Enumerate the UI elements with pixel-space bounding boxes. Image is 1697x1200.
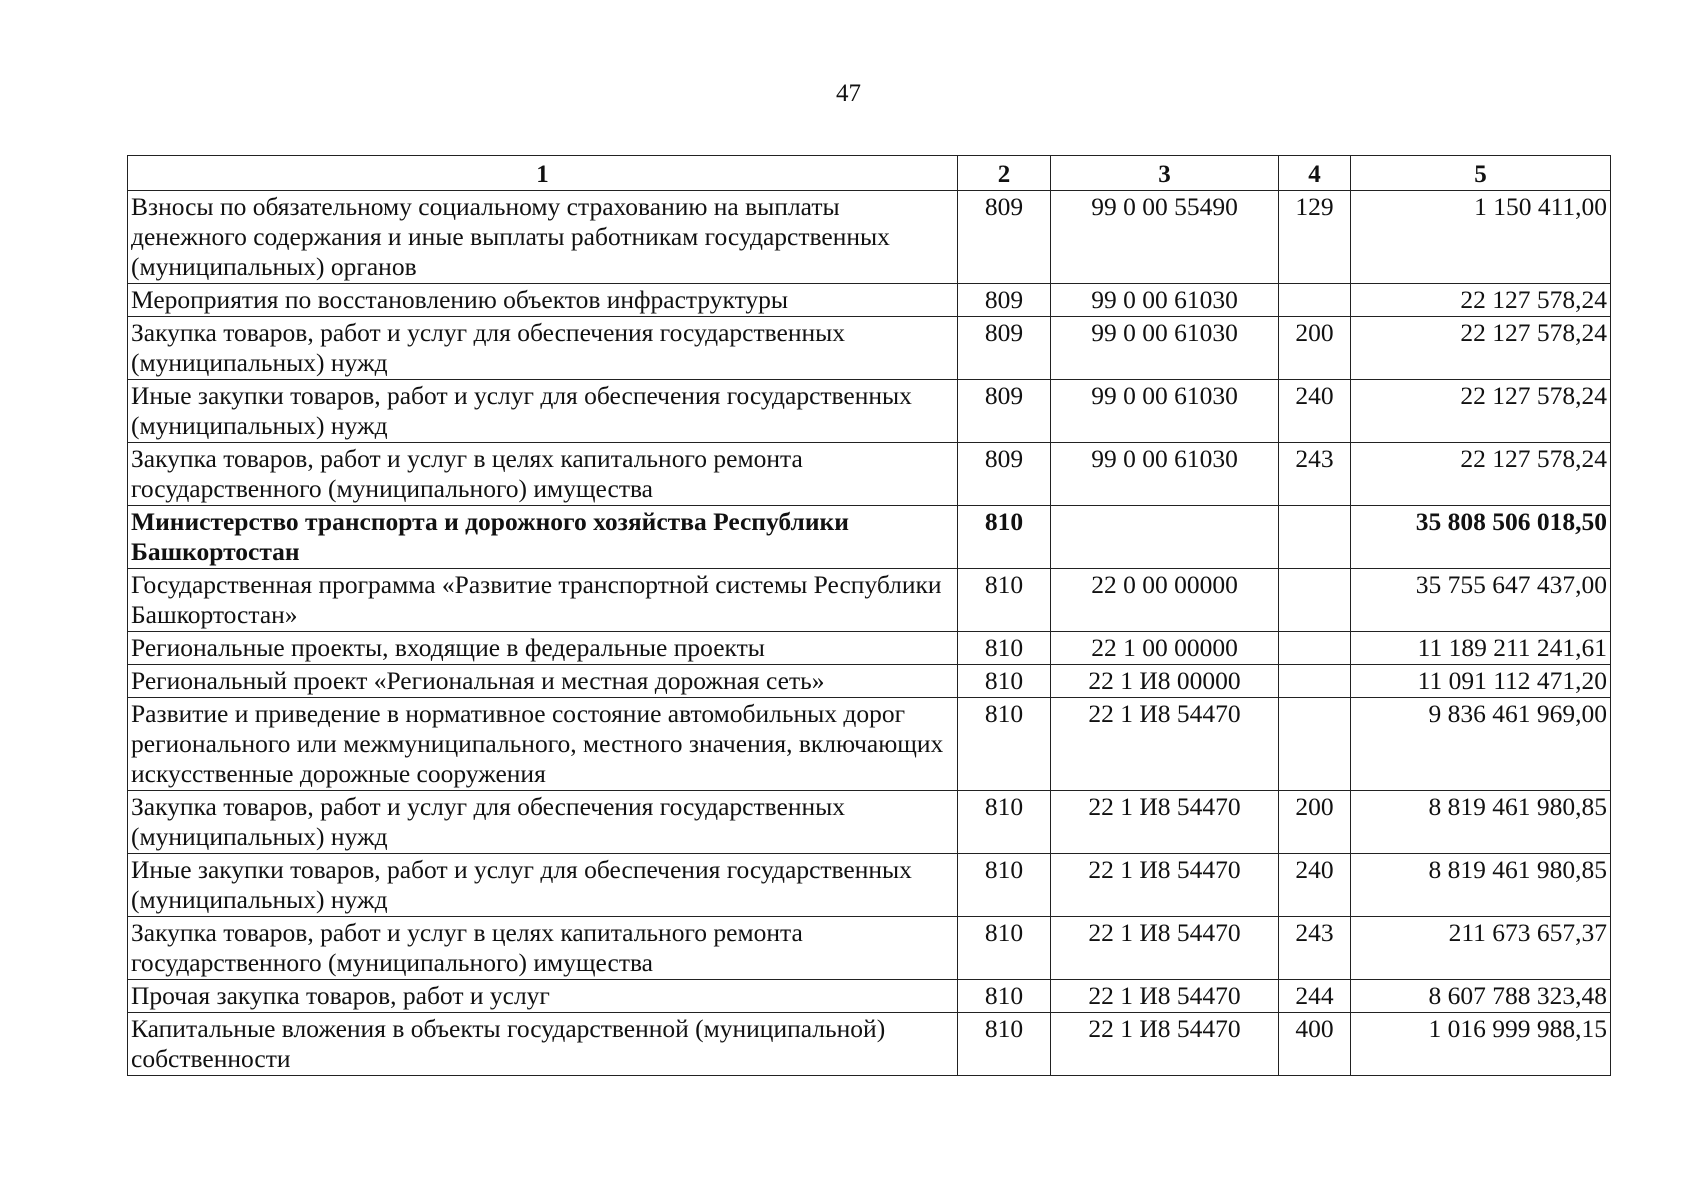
row-ministry-code: 809 <box>958 284 1051 317</box>
row-amount: 11 091 112 471,20 <box>1351 665 1611 698</box>
table-row <box>128 1013 1611 1076</box>
header-col-1: 1 <box>128 156 958 191</box>
row-ministry-code: 810 <box>958 665 1051 698</box>
row-expense-type <box>1279 506 1351 569</box>
row-ministry-code: 809 <box>958 380 1051 443</box>
row-expense-type: 243 <box>1279 443 1351 506</box>
row-target-code: 22 1 И8 54470 <box>1051 698 1279 791</box>
row-name: Мероприятия по восстановлению объектов инфраструктуры <box>128 284 958 317</box>
row-expense-type: 200 <box>1279 791 1351 854</box>
row-name: Региональные проекты, входящие в федеральные проекты <box>128 632 958 665</box>
row-amount: 22 127 578,24 <box>1351 443 1611 506</box>
row-ministry-code: 810 <box>958 854 1051 917</box>
row-name: Закупка товаров, работ и услуг для обеспечения государственных (муниципальных) нужд <box>128 317 958 380</box>
row-target-code: 22 1 00 00000 <box>1051 632 1279 665</box>
row-target-code: 22 1 И8 54470 <box>1051 854 1279 917</box>
row-ministry-code: 810 <box>958 980 1051 1013</box>
row-ministry-code: 810 <box>958 632 1051 665</box>
row-name: Закупка товаров, работ и услуг в целях капитального ремонта государственного (муниципального) имущества <box>128 443 958 506</box>
row-expense-type <box>1279 665 1351 698</box>
row-amount: 11 189 211 241,61 <box>1351 632 1611 665</box>
table-row <box>128 791 1611 854</box>
table-row <box>128 317 1611 380</box>
table-row <box>128 443 1611 506</box>
row-amount: 22 127 578,24 <box>1351 380 1611 443</box>
row-amount: 22 127 578,24 <box>1351 317 1611 380</box>
row-target-code: 99 0 00 55490 <box>1051 191 1279 284</box>
row-amount: 211 673 657,37 <box>1351 917 1611 980</box>
header-row <box>128 156 1611 191</box>
row-amount: 35 755 647 437,00 <box>1351 569 1611 632</box>
row-expense-type: 244 <box>1279 980 1351 1013</box>
row-ministry-code: 810 <box>958 917 1051 980</box>
row-name: Капитальные вложения в объекты государственной (муниципальной) собственности <box>128 1013 958 1076</box>
table-row <box>128 380 1611 443</box>
row-ministry-code: 809 <box>958 443 1051 506</box>
row-name: Закупка товаров, работ и услуг в целях капитального ремонта государственного (муниципального) имущества <box>128 917 958 980</box>
budget-table <box>127 155 1611 1076</box>
row-ministry-code: 809 <box>958 317 1051 380</box>
row-target-code: 22 1 И8 54470 <box>1051 917 1279 980</box>
row-ministry-code: 810 <box>958 506 1051 569</box>
row-expense-type <box>1279 569 1351 632</box>
row-amount: 35 808 506 018,50 <box>1351 506 1611 569</box>
row-amount: 1 016 999 988,15 <box>1351 1013 1611 1076</box>
row-target-code <box>1051 506 1279 569</box>
row-expense-type <box>1279 698 1351 791</box>
page-number: 47 <box>836 80 861 107</box>
row-name: Региональный проект «Региональная и местная дорожная сеть» <box>128 665 958 698</box>
table-row <box>128 632 1611 665</box>
row-expense-type <box>1279 632 1351 665</box>
row-amount: 1 150 411,00 <box>1351 191 1611 284</box>
row-ministry-code: 810 <box>958 1013 1051 1076</box>
row-expense-type: 240 <box>1279 854 1351 917</box>
row-name: Развитие и приведение в нормативное состояние автомобильных дорог регионального или межмуниципального, местного значения, включающих искусственные дорожные сооружения <box>128 698 958 791</box>
row-ministry-code: 810 <box>958 698 1051 791</box>
row-expense-type: 243 <box>1279 917 1351 980</box>
table-row <box>128 980 1611 1013</box>
row-amount: 8 607 788 323,48 <box>1351 980 1611 1013</box>
row-amount: 9 836 461 969,00 <box>1351 698 1611 791</box>
row-ministry-code: 809 <box>958 191 1051 284</box>
row-amount: 8 819 461 980,85 <box>1351 791 1611 854</box>
row-name: Прочая закупка товаров, работ и услуг <box>128 980 958 1013</box>
row-expense-type: 400 <box>1279 1013 1351 1076</box>
row-target-code: 99 0 00 61030 <box>1051 284 1279 317</box>
row-target-code: 99 0 00 61030 <box>1051 443 1279 506</box>
row-expense-type: 240 <box>1279 380 1351 443</box>
table-row <box>128 854 1611 917</box>
row-target-code: 99 0 00 61030 <box>1051 317 1279 380</box>
table-row <box>128 917 1611 980</box>
table-row <box>128 284 1611 317</box>
row-expense-type <box>1279 284 1351 317</box>
table-row <box>128 698 1611 791</box>
row-target-code: 99 0 00 61030 <box>1051 380 1279 443</box>
header-col-3: 3 <box>1051 156 1279 191</box>
row-expense-type: 200 <box>1279 317 1351 380</box>
header-col-4: 4 <box>1279 156 1351 191</box>
row-expense-type: 129 <box>1279 191 1351 284</box>
header-col-5: 5 <box>1351 156 1611 191</box>
row-target-code: 22 1 И8 54470 <box>1051 1013 1279 1076</box>
row-amount: 22 127 578,24 <box>1351 284 1611 317</box>
row-ministry-code: 810 <box>958 569 1051 632</box>
header-col-2: 2 <box>958 156 1051 191</box>
table-row <box>128 191 1611 284</box>
row-target-code: 22 1 И8 00000 <box>1051 665 1279 698</box>
row-target-code: 22 1 И8 54470 <box>1051 791 1279 854</box>
row-target-code: 22 0 00 00000 <box>1051 569 1279 632</box>
row-target-code: 22 1 И8 54470 <box>1051 980 1279 1013</box>
row-name: Иные закупки товаров, работ и услуг для обеспечения государственных (муниципальных) нужд <box>128 854 958 917</box>
row-amount: 8 819 461 980,85 <box>1351 854 1611 917</box>
row-name: Государственная программа «Развитие транспортной системы Республики Башкортостан» <box>128 569 958 632</box>
row-name: Взносы по обязательному социальному страхованию на выплаты денежного содержания и иные выплаты работникам государственных (муниципальных) органов <box>128 191 958 284</box>
table-row <box>128 506 1611 569</box>
table-row <box>128 665 1611 698</box>
row-name: Закупка товаров, работ и услуг для обеспечения государственных (муниципальных) нужд <box>128 791 958 854</box>
table-row <box>128 569 1611 632</box>
row-name: Иные закупки товаров, работ и услуг для обеспечения государственных (муниципальных) нужд <box>128 380 958 443</box>
row-ministry-code: 810 <box>958 791 1051 854</box>
row-name: Министерство транспорта и дорожного хозяйства Республики Башкортостан <box>128 506 958 569</box>
